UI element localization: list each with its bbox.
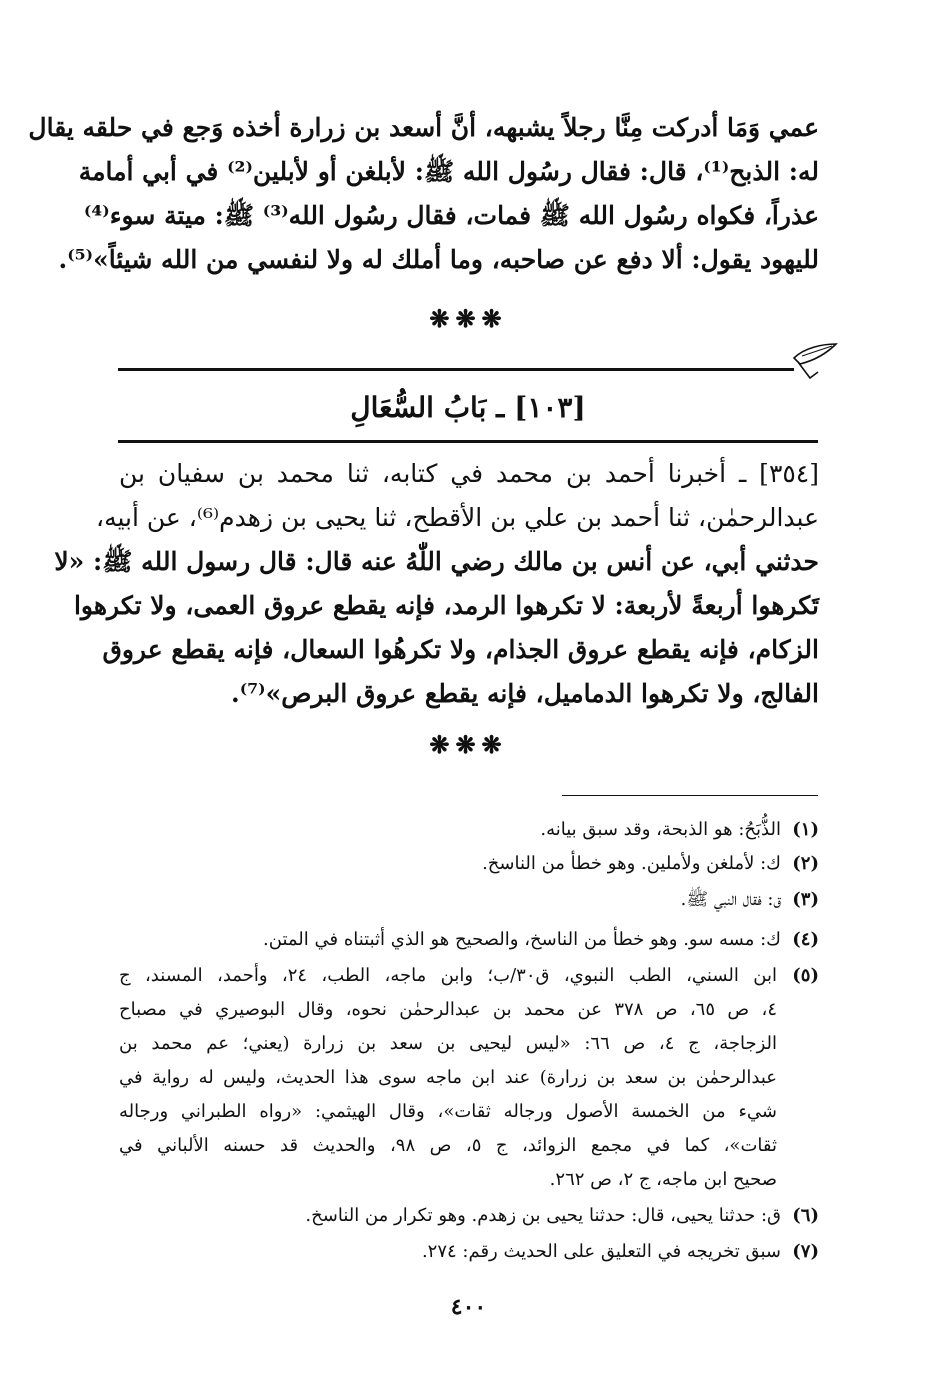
top-paragraph-line: عذراً، فكواه رسُول الله ﷺ فمات، فقال رسُول الله⁽³⁾ ﷺ: ميتة سوء⁽⁴⁾ (83, 201, 819, 230)
heading-bottom-rule (118, 440, 818, 443)
footnote-number: (٤) (792, 929, 819, 950)
footnote-text: ك: مسه سو. وهو خطأ من الناسخ، والصحيح هو الذي أثبتناه في المتن. (263, 929, 781, 950)
footnote-text: ك: لأملغن ولأملين. وهو خطأ من الناسخ. (482, 853, 781, 874)
footnote-text: الزجاجة، ج ٤، ص ٦٦: «ليس ليحيى بن سعد بن زرارة (يعني؛ عم محمد بن (119, 1033, 778, 1054)
footnote-text: ق: فقال النبي ﷺ. (680, 889, 781, 910)
footnote-number: (٢) (792, 853, 819, 874)
hadith-line: تَكرهوا أربعةً لأربعة: لا تكرهوا الرمد، فإنه يقطع عروق العمى، ولا تكرهوا (73, 591, 819, 620)
footnote-2 (119, 848, 819, 880)
hadith-line: عبدالرحمٰن، ثنا أحمد بن علي بن الأقطح، ثنا يحيى بن زهدم⁽⁶⁾، عن أبيه، (96, 503, 819, 532)
footnote-6 (119, 1200, 819, 1232)
hadith-line: الزكام، فإنه يقطع عروق الجذام، ولا تكرهُوا السعال، فإنه يقطع عروق (102, 635, 819, 664)
footnote-number: (٥) (792, 965, 819, 986)
hadith-line: الفالج، ولا تكرهوا الدماميل، فإنه يقطع عروق البرص»⁽⁷⁾. (231, 679, 819, 708)
footnote-number: (٣) (792, 889, 819, 910)
top-paragraph-line: لليهود يقول: ألا دفع عن صاحبه، وما أملك له ولا لنفسي من الله شيئاً»⁽⁵⁾. (58, 245, 819, 274)
footnote-7 (119, 1236, 819, 1268)
footnote-text: عبدالرحمٰن بن سعد بن زرارة) عند ابن ماجه سوى هذا الحديث، وليس له رواية في (119, 1067, 777, 1088)
page-number: ٤٠٠ (450, 1294, 487, 1320)
footnote-number: (٧) (792, 1241, 819, 1262)
footnote-4 (119, 924, 819, 956)
footnote-5 (779, 960, 819, 992)
heading-top-rule (118, 368, 794, 371)
footnote-3 (119, 884, 819, 916)
chapter-heading: [١٠٣] ـ بَابُ السُّعَالِ (350, 391, 586, 424)
footnote-number: (١) (792, 819, 819, 840)
footnote-number: (٦) (792, 1205, 819, 1226)
footnote-text: صحيح ابن ماجه، ج ٢، ص ٢٦٢. (549, 1169, 777, 1190)
footnote-text: ابن السني، الطب النبوي، ق٣٠/ب؛ وابن ماجه، الطب، ٢٤، وأحمد، المسند، ج (119, 965, 777, 986)
hadith-line: حدثني أبي، عن أنس بن مالك رضي اللّٰهُ عنه قال: قال رسول الله ﷺ: «لا (54, 547, 819, 576)
footnote-text: ثقات»، كما في مجمع الزوائد، ج ٥، ص ٩٨، والحديث قد حسنه الألباني في (119, 1135, 777, 1156)
top-paragraph-line: عمي وَمَا أدركت مِنَّا رجلاً يشبهه، أنَّ أسعد بن زرارة أخذه وَجع في حلقه يقال (28, 113, 819, 142)
footnote-text: ٤، ص ٦٥، ص ٣٧٨ عن محمد بن عبدالرحمٰن نحوه، وقال البوصيري في مصباح (119, 999, 777, 1020)
section-separator: ❋❋❋ (429, 304, 508, 333)
footnote-text: الذُّبَحُ: هو الذبحة، وقد سبق بيانه. (540, 819, 781, 840)
section-separator: ❋❋❋ (429, 730, 508, 759)
footnote-text: شيء من الخمسة الأصول ورجاله ثقات»، وقال الهيثمي: «رواه الطبراني ورجاله (119, 1101, 777, 1122)
footnote-text: سبق تخريجه في التعليق على الحديث رقم: ٢٧٤. (421, 1241, 781, 1262)
footnote-divider (562, 795, 818, 796)
footnote-text: ق: حدثنا يحيى، قال: حدثنا يحيى بن زهدم. وهو تكرار من الناسخ. (305, 1205, 781, 1226)
quill-ornament-icon (792, 338, 838, 382)
top-paragraph-line: له: الذبح⁽¹⁾، قال: فقال رسُول الله ﷺ: لأبلغن أو لأبلين⁽²⁾ في أبي أمامة (78, 157, 819, 186)
footnote-1 (119, 814, 819, 846)
hadith-line: [٣٥٤] ـ أخبرنا أحمد بن محمد في كتابه، ثنا محمد بن سفيان بن (119, 459, 819, 488)
